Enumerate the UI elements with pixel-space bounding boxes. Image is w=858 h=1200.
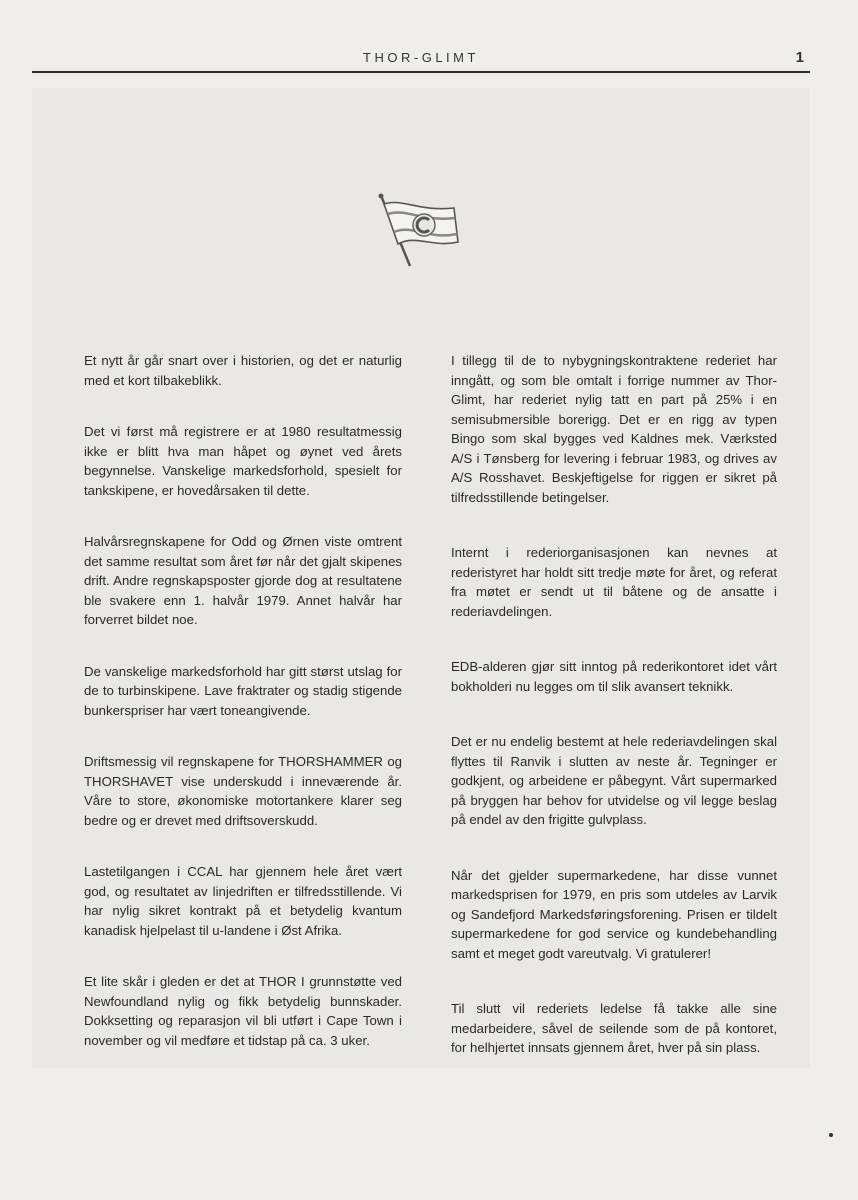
paragraph: Halvårsregnskapene for Odd og Ørnen viste omtrent det samme resultat som året før når det gjalt skipenes drift. Andre regnskapsposter gjorde dog at resultatene ble svakere enn 1. halvår 1979. Annet halvår har forverret bildet noe. <box>84 534 402 627</box>
paragraph: EDB-alderen gjør sitt inntog på rederikontoret idet vårt bokholderi nu legges om til slik avansert teknikk. <box>451 659 777 694</box>
paragraph: I tillegg til de to nybygningskontraktene rederiet har inngått, og som ble omtalt i forrige nummer av Thor-Glimt, har rederiet nylig tatt en part på 25% i en semisubmersible borerigg. Det er en rigg av typen Bingo som skal bygges ved Kaldnes mek. Værksted A/S i Tønsberg for levering i februar 1983, og drives av A/S Rosshavet. Beskjeftigelse for riggen er sikret på tilfredsstillende betingelser. <box>451 353 777 505</box>
stray-mark <box>829 1133 833 1137</box>
page-header <box>32 50 810 72</box>
paragraph: Internt i rederiorganisasjonen kan nevnes at rederistyret har holdt sitt tredje møte for året, og referat fra møtet er sendt ut til båtene og de ansatte i rederiavdelingen. <box>451 545 777 619</box>
paragraph: Et nytt år går snart over i historien, og det er naturlig med et kort tilbakeblikk. <box>84 353 402 388</box>
paragraph: Det er nu endelig bestemt at hele rederiavdelingen skal flyttes til Ranvik i slutten av neste år. Tegninger er godkjent, og arbeidene er påbegynt. Vårt supermarked på bryggen har behov for utvidelse og vil legge beslag på endel av den frigitte gulvplass. <box>451 734 777 827</box>
paragraph: Lastetilgangen i CCAL har gjennem hele året vært god, og resultatet av linjedriften er tilfredsstillende. Vi har nylig sikret kontrakt på et betydelig kvantum kanadisk hjelpelast til u-landene i Øst Afrika. <box>84 864 402 938</box>
publication-title: THOR-GLIMT <box>363 50 479 65</box>
company-flag-icon <box>372 190 462 270</box>
paragraph: Til slutt vil rederiets ledelse få takke alle sine medarbeidere, såvel de seilende som de på kontoret, for helhjertet innsats gjennem året, hver på sin plass. <box>451 1001 777 1055</box>
left-column <box>84 351 402 1050</box>
paragraph: Et lite skår i gleden er det at THOR I grunnstøtte ved Newfoundland nylig og fikk betydelig bunnskader. Dokksetting og reparasjon vil bli utført i Cape Town i november og vil medføre et tidstap på ca. 3 uker. <box>84 974 402 1048</box>
page-number: 1 <box>795 49 804 66</box>
header-rule <box>32 71 810 73</box>
paragraph: Driftsmessig vil regnskapene for THORSHAMMER og THORSHAVET vise underskudd i inneværende år. Våre to store, økonomiske motortankere klarer seg bedre og er drevet med driftsoverskudd. <box>84 754 402 828</box>
paragraph: Når det gjelder supermarkedene, har disse vunnet markedsprisen for 1979, en pris som utdeles av Larvik og Sandefjord Markedsføringsforening. Prisen er tildelt supermarkedene for god service og kundebehandling samt et meget godt vareutvalg. Vi gratulerer! <box>451 867 777 961</box>
paragraph: Det vi først må registrere er at 1980 resultatmessig ikke er blitt hva man håpet og øynet ved årets begynnelse. Vanskelige markedsforhold, spesielt for tankskipene, er hovedårsaken til dette. <box>84 424 402 498</box>
paragraph: De vanskelige markedsforhold har gitt størst utslag for de to turbinskipene. Lave fraktrater og stadig stigende bunkerspriser har vært toneangivende. <box>84 663 402 718</box>
right-column <box>451 351 777 1058</box>
